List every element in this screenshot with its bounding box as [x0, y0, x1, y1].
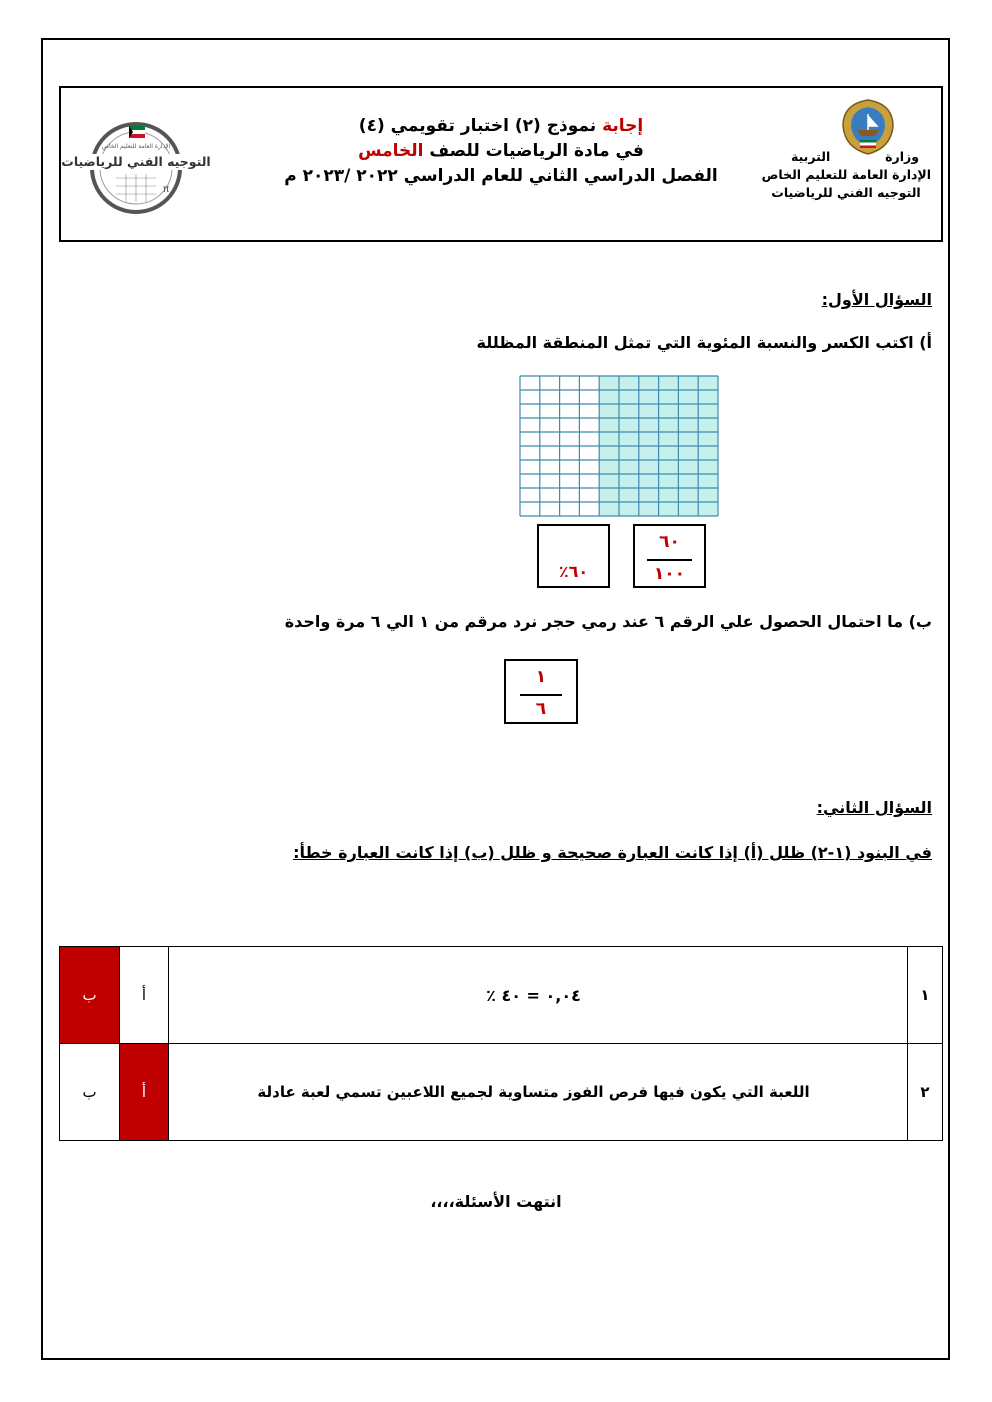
fraction-answer-box: [633, 524, 706, 588]
percent-answer: ٪٦٠: [558, 562, 589, 581]
fraction-denominator: ١٠٠: [653, 564, 686, 584]
subject-line: في مادة الرياضيات للصف الخامس: [358, 141, 644, 161]
ministry-name: وزارة: [885, 149, 919, 164]
q1-part-a: أ) اكتب الكسر والنسبة المئوية التي تمثل المنطقة المظللة: [476, 333, 932, 352]
option-a[interactable]: أ: [120, 1044, 169, 1141]
term-line: الفصل الدراسي الثاني للعام الدراسي ٢٠٢٢ /٢٠٢٣ م: [284, 166, 718, 186]
probability-answer-box: [504, 659, 578, 724]
item-statement: اللعبة التي يكون فيها فرص الفوز متساوية لجميع اللاعبين تسمي لعبة عادلة: [169, 1044, 908, 1141]
ministry-block: [761, 148, 931, 202]
probability-numerator: ١: [535, 667, 547, 687]
math-department-logo: [61, 108, 211, 228]
item-statement: ٠,٠٤ = ٤٠ ٪: [169, 947, 908, 1044]
end-of-questions: انتهت الأسئلة،،،،: [430, 1192, 562, 1211]
q2-heading: السؤال الثاني:: [816, 798, 932, 817]
option-b[interactable]: ب: [60, 947, 120, 1044]
option-b[interactable]: ب: [60, 1044, 120, 1141]
probability-denominator: ٦: [535, 699, 547, 719]
percent-answer-box: [537, 524, 610, 588]
probability-bar: [520, 694, 562, 696]
department-name: الإدارة العامة للتعليم الخاص: [761, 167, 931, 182]
ministry-name-b: التربية: [791, 149, 831, 164]
page-title: إجابة نموذج (٢) اختبار تقويمي (٤): [358, 116, 644, 136]
section-name: التوجيه الفني للرياضيات: [771, 185, 921, 200]
svg-text:π: π: [163, 184, 170, 195]
logo-text: التوجيه الفني للرياضيات: [61, 154, 211, 169]
fraction-bar: [647, 559, 692, 561]
item-number: ٢: [908, 1044, 943, 1141]
option-a[interactable]: أ: [120, 947, 169, 1044]
fraction-numerator: ٦٠: [659, 532, 680, 552]
svg-text:الإدارة العامة للتعليم الخاص: الإدارة العامة للتعليم الخاص: [101, 143, 171, 150]
item-number: ١: [908, 947, 943, 1044]
title-block: [251, 114, 751, 189]
q1-heading: السؤال الأول:: [821, 290, 932, 309]
table-row: [60, 1044, 943, 1141]
table-row: [60, 947, 943, 1044]
q2-instruction: في البنود (١-٢) ظلل (أ) إذا كانت العبارة صحيحة و ظلل (ب) إذا كانت العبارة خطأ:: [293, 843, 932, 862]
hundred-grid: [520, 376, 718, 516]
q1-part-b: ب) ما احتمال الحصول علي الرقم ٦ عند رمي حجر نرد مرقم من ١ الي ٦ مرة واحدة: [284, 612, 932, 631]
header-box: [59, 86, 943, 242]
true-false-table: [59, 946, 943, 1141]
